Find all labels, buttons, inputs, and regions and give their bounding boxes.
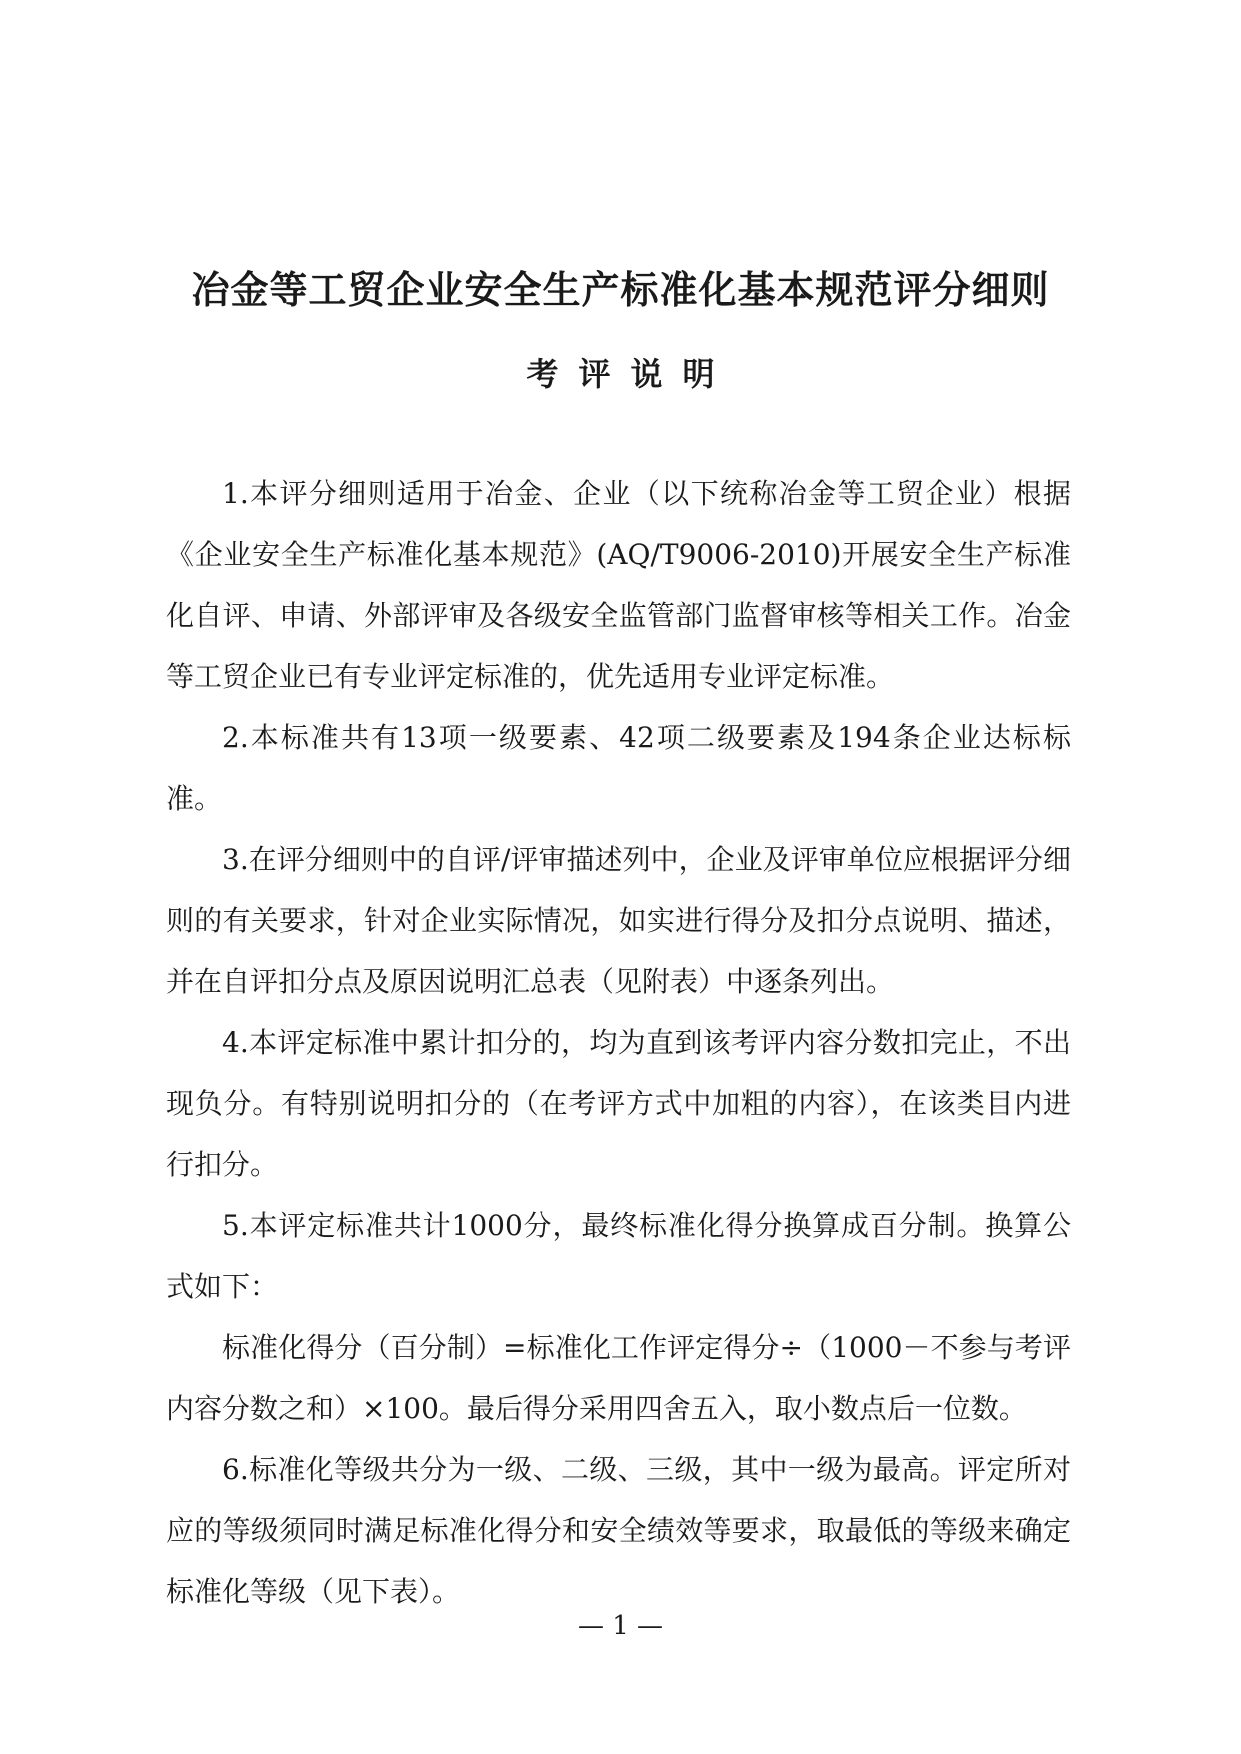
paragraph-3: 3.在评分细则中的自评/评审描述列中，企业及评审单位应根据评分细则的有关要求，针对企业实际情况，如实进行得分及扣分点说明、描述，并在自评扣分点及原因说明汇总表（见附表）中逐条列出。: [166, 843, 1071, 998]
paragraph-4: 4.本评定标准中累计扣分的，均为直到该考评内容分数扣完止，不出现负分。有特别说明扣分的（在考评方式中加粗的内容），在该类目内进行扣分。: [166, 1026, 1071, 1181]
paragraph-6: 6.标准化等级共分为一级、二级、三级，其中一级为最高。评定所对应的等级须同时满足标准化得分和安全绩效等要求，取最低的等级来确定标准化等级（见下表）。: [166, 1453, 1071, 1608]
page-number: — 1 —: [577, 1611, 664, 1641]
document-title: 冶金等工贸企业安全生产标准化基本规范评分细则: [191, 268, 1050, 312]
document-body: [166, 463, 1071, 1622]
paragraph-5: 5.本评定标准共计1000分，最终标准化得分换算成百分制。换算公式如下：: [166, 1209, 1071, 1303]
formula-paragraph: 标准化得分（百分制）=标准化工作评定得分÷（1000－不参与考评内容分数之和）×100。最后得分采用四舍五入，取小数点后一位数。: [166, 1331, 1071, 1425]
paragraph-1: 1.本评分细则适用于冶金、企业（以下统称冶金等工贸企业）根据《企业安全生产标准化基本规范》(AQ/T9006-2010)开展安全生产标准化自评、申请、外部评审及各级安全监管部门监督审核等相关工作。冶金等工贸企业已有专业评定标准的，优先适用专业评定标准。: [166, 477, 1071, 693]
document-subtitle: 考评说明: [526, 355, 735, 393]
paragraph-2: 2.本标准共有13项一级要素、42项二级要素及194条企业达标标准。: [166, 721, 1071, 815]
